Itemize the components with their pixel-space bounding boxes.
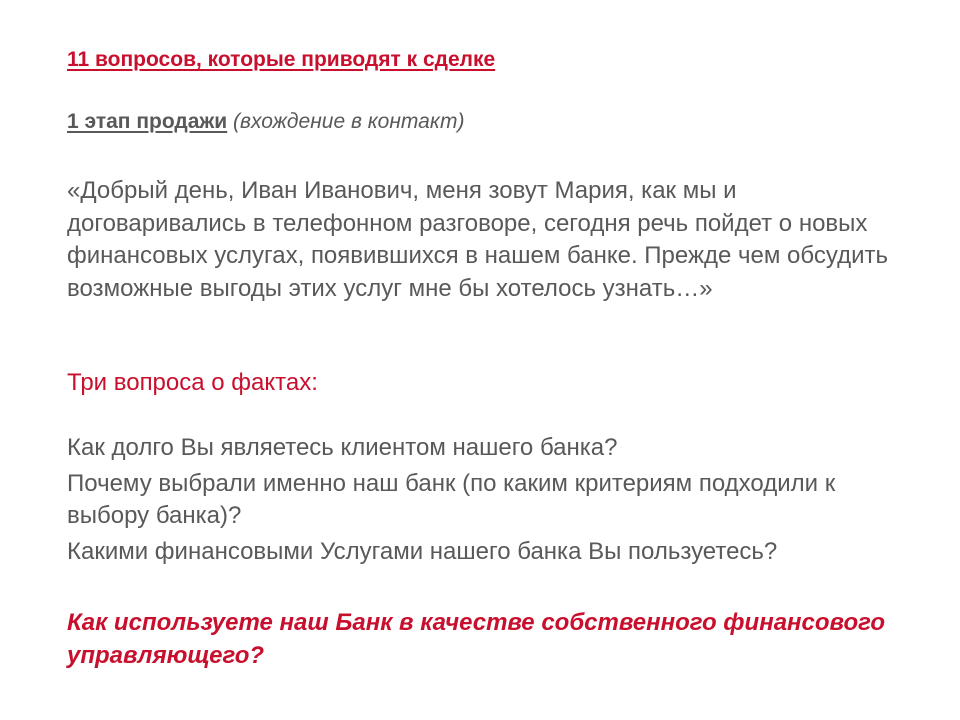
fact-question-1: Как долго Вы являетесь клиентом нашего банка?	[67, 434, 618, 461]
stage-heading	[67, 108, 917, 136]
fact-questions-list	[67, 432, 917, 572]
facts-heading: Три вопроса о фактах:	[67, 369, 318, 396]
fact-question-3: Какими финансовыми Услугами нашего банка Вы пользуетесь?	[67, 538, 778, 565]
closing-question: Как используете наш Банк в качестве собственного финансового управляющего?	[67, 609, 885, 669]
fact-question-2: Почему выбрали именно наш банк (по каким критериям подходили к выбору банка)?	[67, 470, 836, 529]
stage-note: (вхождение в контакт)	[233, 110, 465, 133]
stage-label: 1 этап продажи	[67, 110, 228, 133]
greeting-quote: «Добрый день, Иван Иванович, меня зовут Мария, как мы и договаривались в телефонном разговоре, сегодня речь пойдет о новых финансовых услугах, появившихся в нашем банке. Прежде чем обсудить возможные выгоды этих услуг мне бы хотелось узнать…»	[67, 177, 888, 302]
slide-title: 11 вопросов, которые приводят к сделке	[67, 48, 496, 71]
